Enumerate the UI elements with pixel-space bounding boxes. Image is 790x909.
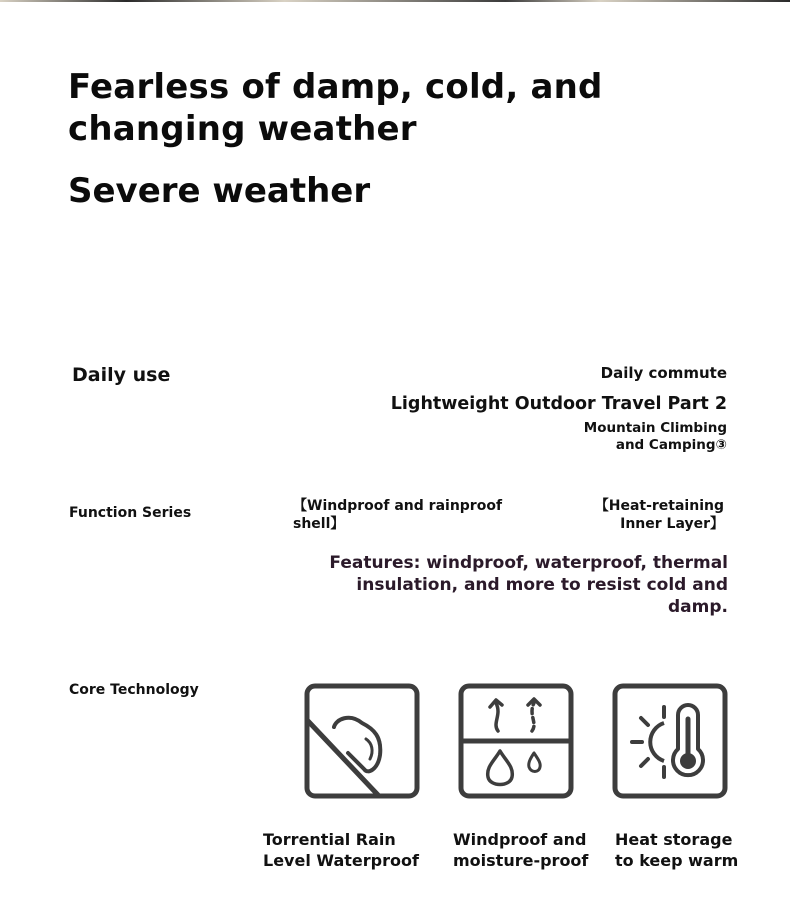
caption-rain-waterproof: Torrential Rain Level Waterproof [263, 830, 419, 870]
shell-layer-label: 【Windproof and rainproof shell】 [293, 498, 503, 532]
subheading: Severe weather [68, 171, 371, 211]
use-mountain-camping: Mountain Climbing and Camping③ [583, 420, 727, 453]
inner-layer-label: 【Heat-retaining Inner Layer】 [594, 498, 724, 532]
caption-windproof-moisture: Windproof and moisture-proof [453, 830, 589, 870]
headline-line-2: changing weather [68, 109, 417, 149]
features-text: Features: windproof, waterproof, thermal insulation, and more to resist cold and damp. [329, 553, 728, 617]
use-outdoor-travel: Lightweight Outdoor Travel Part 2 [390, 394, 727, 414]
daily-use-list [391, 363, 727, 454]
caption-heat-storage: Heat storage to keep warm [615, 830, 739, 870]
headline-line-1: Fearless of damp, cold, and [68, 67, 603, 107]
wind-moisture-icon [458, 683, 574, 799]
thermometer-sun-icon [612, 683, 728, 799]
top-edge-strip [0, 0, 790, 2]
function-series-label: Function Series [69, 505, 192, 521]
headline [68, 66, 603, 150]
daily-use-label: Daily use [72, 364, 171, 386]
rain-shield-icon [304, 683, 420, 799]
core-technology-label: Core Technology [69, 682, 199, 698]
use-daily-commute: Daily commute [600, 364, 727, 382]
